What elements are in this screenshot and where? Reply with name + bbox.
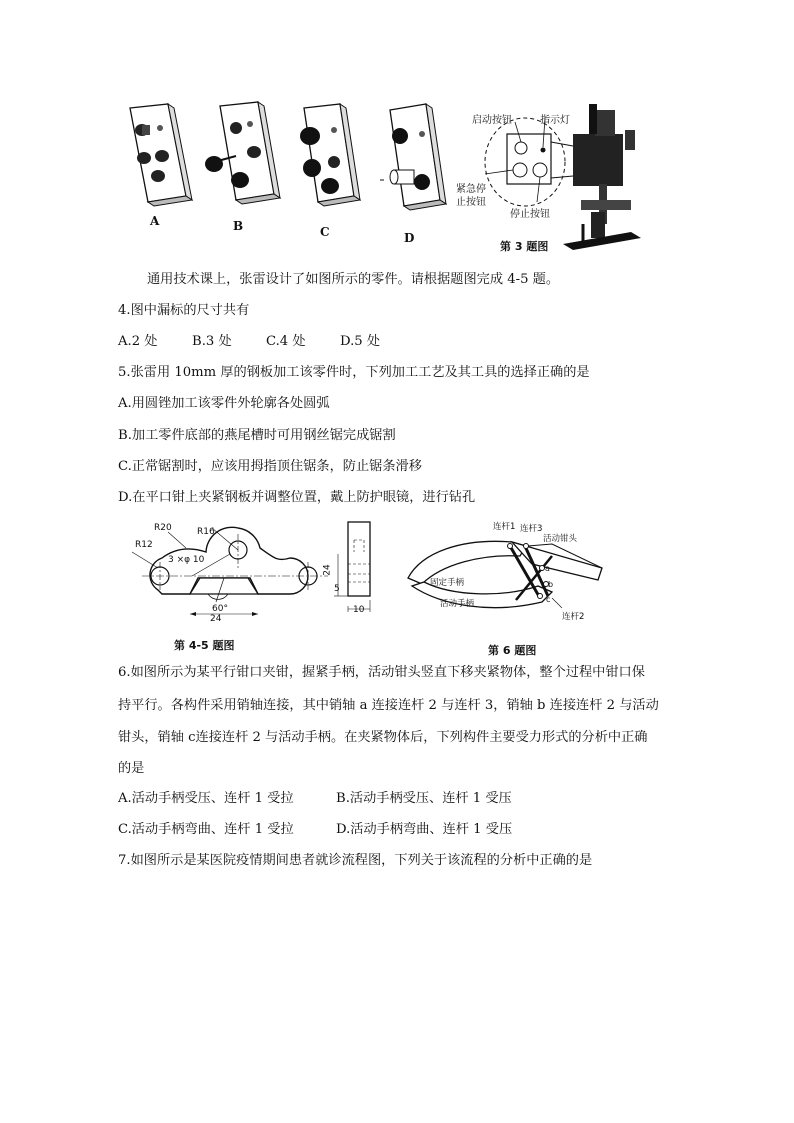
q6-line-4: 的是 — [118, 761, 145, 776]
label-jaw: 活动钳头 — [543, 534, 578, 544]
q6-option-d[interactable]: D.活动手柄弯曲、连杆 1 受压 — [336, 822, 513, 837]
label-moving-handle: 活动手柄 — [440, 599, 475, 609]
callout-emergency — [456, 183, 486, 209]
figure-3-caption: 第 3 题图 — [500, 240, 549, 253]
panel-c-label: C — [320, 225, 330, 239]
figure-3-panels — [118, 96, 458, 241]
dim-r16: R16 — [197, 527, 215, 537]
figure-6-caption: 第 6 题图 — [488, 644, 537, 657]
label-link2: 连杆2 — [562, 612, 585, 622]
panel-d-label: D — [404, 231, 415, 245]
q5-stem: 5.张雷用 10mm 厚的钢板加工该零件时，下列加工工艺及其工具的选择正确的是 — [118, 365, 590, 380]
panel-b-drawing — [205, 102, 280, 204]
callout-stop-button: 停止按钮 — [510, 209, 550, 220]
q5-option-d[interactable]: D.在平口钳上夹紧钢板并调整位置，戴上防护眼镜，进行钻孔 — [118, 490, 476, 505]
panel-b-label: B — [233, 219, 244, 233]
q4-option-b[interactable]: B.3 处 — [192, 334, 232, 349]
q6-line-2: 持平行。各构件采用销轴连接，其中销轴 a 连接连杆 2 与连杆 3，销轴 b 连接连杆 2 与活动 — [118, 698, 659, 713]
q6-line-1: 6.如图所示为某平行钳口夹钳，握紧手柄，活动钳头竖直下移夹紧物体，整个过程中钳口保 — [118, 665, 645, 680]
callout-emergency-line1: 紧急停 — [456, 184, 486, 195]
label-link1: 连杆1 — [493, 522, 516, 532]
q5-option-a[interactable]: A.用圆锉加工该零件外轮廓各处圆弧 — [118, 396, 330, 411]
panel-d-drawing — [380, 104, 446, 210]
q7-stem: 7.如图所示是某医院疫情期间患者就诊流程图，下列关于该流程的分析中正确的是 — [118, 853, 593, 868]
dim-holes: 3 ×φ 10 — [168, 555, 205, 565]
dim-small: 5 — [334, 584, 340, 594]
callout-start-button: 启动按钮 — [472, 115, 512, 126]
q6-option-b[interactable]: B.活动手柄受压、连杆 1 受压 — [336, 791, 512, 806]
callout-indicator: 指示灯 — [540, 115, 570, 126]
dim-angle: 60° — [212, 604, 228, 614]
label-pin-a: a — [545, 564, 550, 573]
dim-height: 24 — [322, 564, 333, 576]
q5-option-c[interactable]: C.正常锯割时，应该用拇指顶住锯条，防止锯条滑移 — [118, 459, 422, 474]
panel-c-drawing — [300, 104, 360, 206]
q6-options-row2 — [118, 820, 512, 840]
dim-base: 24 — [210, 614, 222, 624]
label-link3: 连杆3 — [520, 524, 543, 534]
q6-options-row1 — [118, 789, 512, 809]
dim-thick: 10 — [353, 605, 365, 615]
label-pin-c: c — [546, 595, 551, 604]
q4-option-c[interactable]: C.4 处 — [266, 334, 306, 349]
q6-option-c[interactable]: C.活动手柄弯曲、连杆 1 受拉 — [118, 822, 294, 837]
dim-r20: R20 — [154, 523, 172, 533]
label-fixed-handle: 固定手柄 — [430, 578, 465, 588]
q4-option-d[interactable]: D.5 处 — [340, 334, 381, 349]
label-pin-b: b — [548, 580, 554, 589]
q6-line-3: 钳头，销轴 c连接连杆 2 与活动手柄。在夹紧物体后，下列构件主要受力形式的分析中正确 — [118, 730, 648, 745]
q4-options — [118, 332, 380, 352]
q4-option-a[interactable]: A.2 处 — [118, 334, 158, 349]
dim-r12: R12 — [135, 540, 153, 550]
figure-4-5-caption: 第 4-5 题图 — [174, 639, 235, 652]
q5-option-b[interactable]: B.加工零件底部的燕尾槽时可用钢丝锯完成锯割 — [118, 428, 396, 443]
panel-a-drawing — [130, 104, 192, 206]
callout-emergency-line2: 止按钮 — [456, 197, 486, 208]
panel-a-label: A — [150, 214, 160, 228]
intro-text: 通用技术课上，张雷设计了如图所示的零件。请根据题图完成 4-5 题。 — [147, 272, 560, 287]
q6-option-a[interactable]: A.活动手柄受压、连杆 1 受拉 — [118, 791, 294, 806]
q4-stem: 4.图中漏标的尺寸共有 — [118, 303, 250, 318]
